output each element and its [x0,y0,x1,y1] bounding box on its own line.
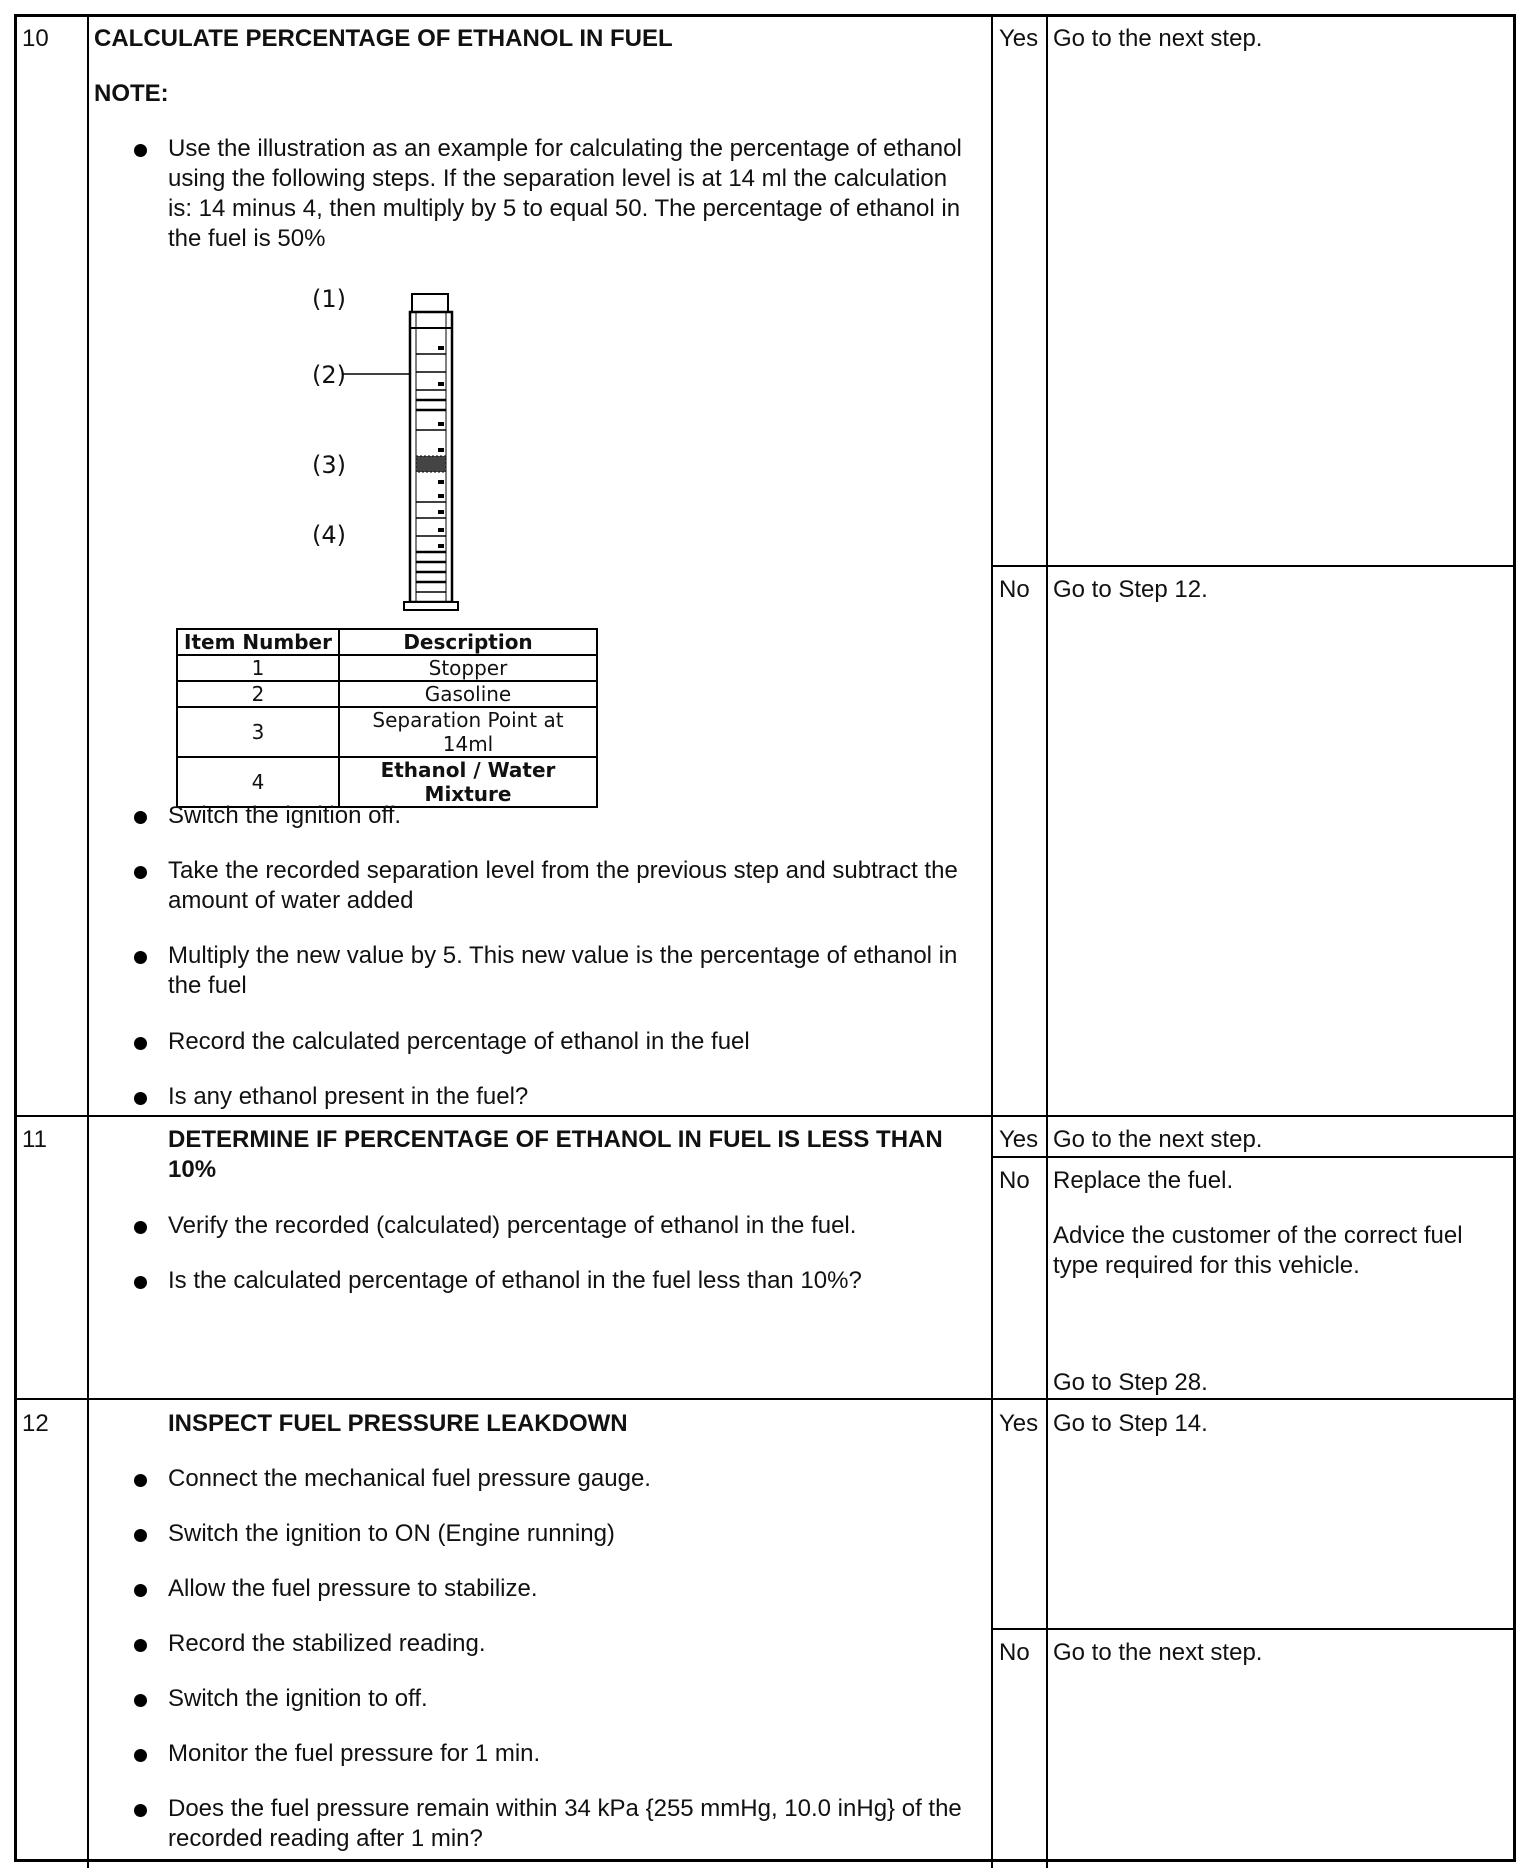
no-label: No [999,1167,1030,1194]
bullet-icon [134,811,147,824]
table-row: 2 Gasoline [177,681,597,707]
item-description-table [176,628,598,808]
no-action: Go to the next step. [1053,1639,1263,1666]
bullet-icon [134,1037,147,1050]
callout-3: (3) [312,451,347,479]
separation-band [416,456,446,472]
no-label: No [999,1639,1030,1666]
yes-label: Yes [999,1410,1039,1437]
no-action-advice: Advice the customer of the correct fuel type required for this vehicle. [1053,1222,1463,1279]
callout-4: (4) [312,521,347,549]
bullet-icon [134,1474,147,1487]
yes-label: Yes [999,25,1039,52]
no-action: Go to Step 12. [1053,576,1208,603]
step-title: DETERMINE IF PERCENTAGE OF ETHANOL IN FUEL IS LESS THAN 10% [168,1126,943,1183]
yes-action: Go to the next step. [1053,1126,1263,1153]
bullet-icon [134,1639,147,1652]
bullet-icon [134,1529,147,1542]
table-row: 3 Separation Point at 14ml [177,707,597,757]
yes-no-divider [991,1156,1516,1158]
step-title: CALCULATE PERCENTAGE OF ETHANOL IN FUEL [94,25,673,52]
cylinder-base [404,602,458,610]
step-number: 11 [22,1126,47,1153]
yes-action: Go to the next step. [1053,25,1263,52]
no-label: No [999,576,1030,603]
yes-label: Yes [999,1126,1039,1153]
row-divider [14,1398,1516,1400]
table-header-row [177,629,597,655]
cylinder-drawing [170,280,630,620]
step-title: INSPECT FUEL PRESSURE LEAKDOWN [168,1410,628,1437]
bullet-icon [134,1276,147,1289]
column-divider [991,14,993,1868]
bullet-icon [134,1092,147,1105]
bullet-icon [134,951,147,964]
no-action: Replace the fuel. [1053,1167,1234,1194]
bullet-icon [134,1804,147,1817]
table-row: 4 Ethanol / Water Mixture [177,757,597,807]
no-action-goto: Go to Step 28. [1053,1369,1208,1396]
graduated-cylinder-illustration [170,280,630,806]
bullet-icon [134,144,147,157]
yes-no-divider [991,1628,1516,1630]
note-label: NOTE: [94,80,169,107]
column-divider [87,14,89,1868]
bullet-icon [134,1221,147,1234]
bullet-icon [134,1749,147,1762]
callout-1: (1) [312,285,347,313]
callout-2: (2) [312,361,347,389]
column-divider [1046,14,1048,1868]
step-number: 12 [22,1410,49,1437]
yes-action: Go to Step 14. [1053,1410,1208,1437]
yes-no-divider [991,565,1516,567]
row-divider [14,1115,1516,1117]
column-header: Description [339,629,597,655]
column-header: Item Number [177,629,339,655]
table-row: 1 Stopper [177,655,597,681]
step-number: 10 [22,25,49,52]
bullet-icon [134,1694,147,1707]
bullet-icon [134,1584,147,1597]
bullet-icon [134,866,147,879]
